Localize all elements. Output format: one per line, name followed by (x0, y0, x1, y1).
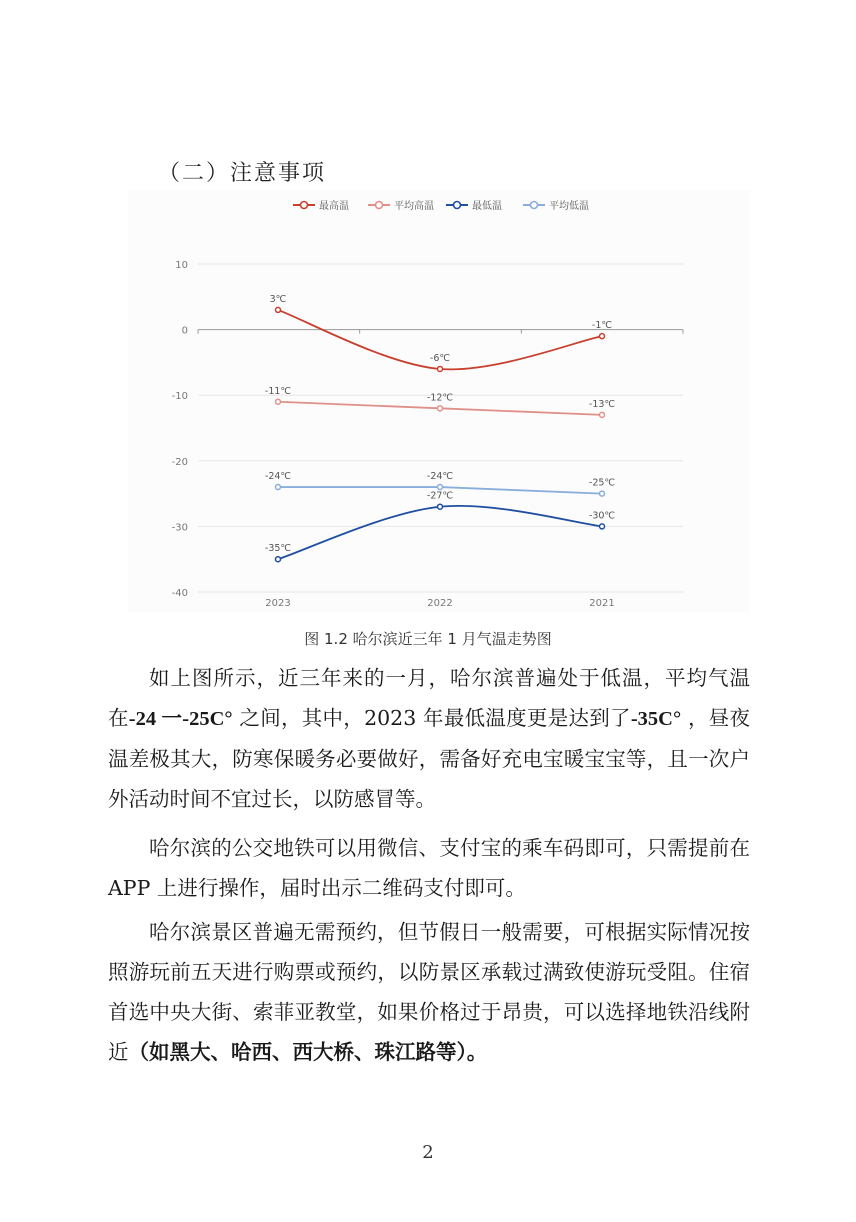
legend-swatch-marker (376, 202, 383, 209)
paragraph-transit: 哈尔滨的公交地铁可以用微信、支付宝的乘车码即可，只需提前在 APP 上进行操作，届时出示二维码支付即可。 (108, 836, 750, 900)
para1-text-a: 如上图所示，近三年来的一月，哈尔滨普遍处于低温，平均气温在 (108, 666, 750, 730)
data-label: -27℃ (426, 490, 454, 502)
data-label: -6℃ (429, 352, 451, 364)
legend-label: 平均高温 (394, 201, 434, 212)
figure-caption: 图 1.2 哈尔滨近三年 1 月气温走势图 (304, 630, 552, 648)
series-line (278, 506, 602, 559)
data-label: -24℃ (426, 471, 454, 483)
legend-label: 平均低温 (549, 201, 589, 212)
para3-bold-areas: （如黑大、哈西、西大桥、珠江路等）。 (128, 1040, 488, 1064)
x-tick-label: 2022 (427, 598, 453, 609)
legend-swatch-marker (301, 202, 308, 209)
data-point (276, 307, 281, 312)
data-label: -30℃ (588, 510, 616, 522)
data-label: -11℃ (264, 385, 292, 397)
para1-bold-min: -35C° (630, 708, 682, 730)
data-point (438, 485, 443, 490)
x-tick-label: 2021 (589, 598, 615, 609)
legend-label: 最低温 (472, 201, 502, 212)
data-point (276, 399, 281, 404)
data-label: -35℃ (264, 543, 292, 555)
data-label: -25℃ (588, 477, 616, 489)
data-point (438, 504, 443, 509)
data-point (276, 557, 281, 562)
y-tick-label: -10 (171, 391, 188, 403)
legend-swatch-marker (454, 202, 461, 209)
page-number: 2 (422, 1142, 434, 1163)
legend-label: 最高温 (319, 201, 349, 212)
y-tick-label: 0 (181, 325, 188, 337)
data-point (600, 334, 605, 339)
x-tick-label: 2023 (265, 598, 291, 609)
data-point (600, 524, 605, 529)
data-point (276, 485, 281, 490)
para3-text: 哈尔滨景区普遍无需预约，但节假日一般需要，可根据实际情况按照游玩前五天进行购票或预约，以防景区承载过满致使游玩受阻。住宿首选中央大街、索菲亚教堂，如果价格过于昂贵，可以选择地铁沿线附近 (108, 920, 750, 1064)
data-point (438, 406, 443, 411)
section-heading: （二）注意事项 (158, 161, 327, 186)
y-tick-label: 10 (175, 260, 188, 271)
y-tick-label: -40 (171, 588, 188, 599)
legend-swatch-marker (531, 202, 538, 209)
temperature-line-chart (128, 190, 750, 612)
paragraph-attractions (108, 912, 750, 1072)
paragraph-temperature (108, 658, 750, 819)
data-label: -1℃ (591, 320, 613, 332)
para1-text-c: ，昼夜温差极其大，防寒保暖务必要做好，需备好充电宝暖宝宝等，且一次户外活动时间不宜过长，以防感冒等。 (108, 706, 751, 811)
y-tick-label: -20 (171, 456, 188, 468)
data-point (600, 491, 605, 496)
data-label: -13℃ (588, 398, 616, 410)
para1-text-b: 之间，其中，2023 年最低温度更是达到了 (232, 706, 631, 730)
data-label: -24℃ (264, 471, 292, 483)
y-tick-label: -30 (171, 522, 188, 534)
data-point (438, 366, 443, 371)
data-label: -12℃ (426, 392, 454, 404)
data-point (600, 412, 605, 417)
para1-bold-range: -24 一-25C° (128, 708, 233, 730)
data-label: 3℃ (269, 293, 287, 305)
